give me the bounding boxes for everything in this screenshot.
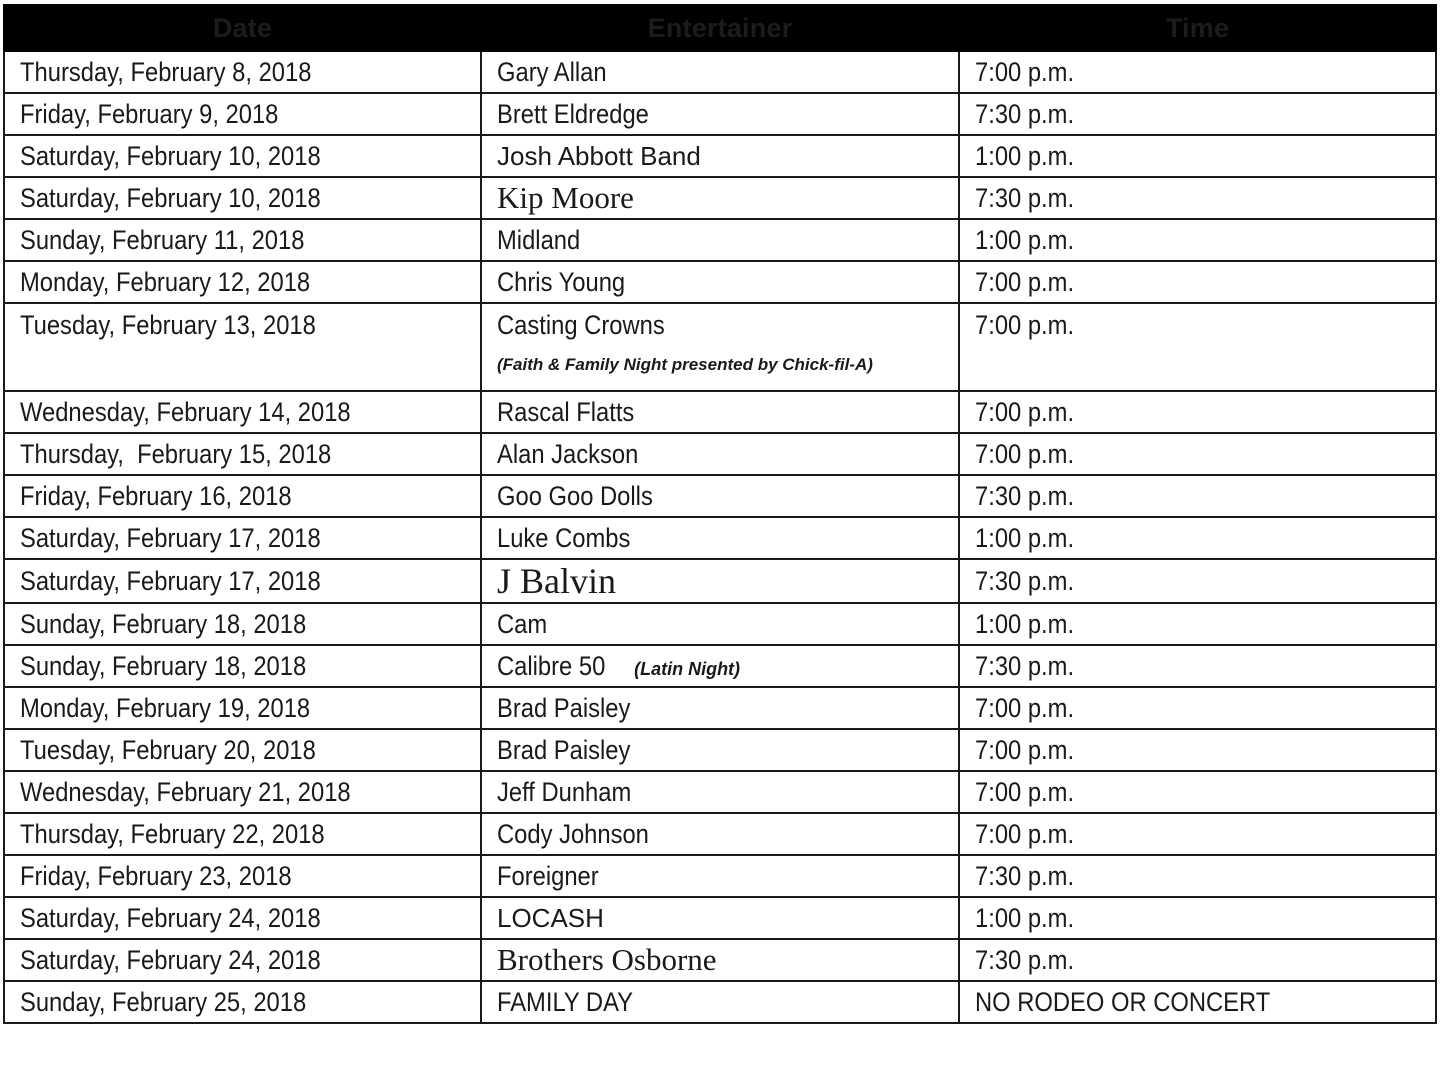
table-row (4, 813, 1436, 855)
time-cell: 1:00 p.m. (959, 517, 1436, 559)
schedule-table (3, 4, 1437, 1024)
date-cell: Saturday, February 17, 2018 (4, 559, 481, 603)
time-cell: 7:00 p.m. (959, 303, 1436, 391)
event-note: (Faith & Family Night presented by Chick-fil-A) (497, 355, 873, 374)
table-row (4, 559, 1436, 603)
time-cell: 7:30 p.m. (959, 93, 1436, 135)
date-cell: Friday, February 23, 2018 (4, 855, 481, 897)
table-row (4, 433, 1436, 475)
time-cell: 7:00 p.m. (959, 261, 1436, 303)
time-cell: 7:00 p.m. (959, 813, 1436, 855)
time-cell: 7:30 p.m. (959, 645, 1436, 687)
date-cell: Saturday, February 17, 2018 (4, 517, 481, 559)
entertainer-cell: Alan Jackson (481, 433, 959, 475)
entertainer-cell: Gary Allan (481, 51, 959, 93)
date-cell: Friday, February 16, 2018 (4, 475, 481, 517)
entertainer-cell: FAMILY DAY (481, 981, 959, 1023)
date-cell: Thursday, February 8, 2018 (4, 51, 481, 93)
table-row (4, 771, 1436, 813)
table-row (4, 729, 1436, 771)
entertainer-cell: Goo Goo Dolls (481, 475, 959, 517)
time-cell: 7:00 p.m. (959, 771, 1436, 813)
date-cell: Friday, February 9, 2018 (4, 93, 481, 135)
time-cell: 7:30 p.m. (959, 559, 1436, 603)
time-cell: 7:30 p.m. (959, 939, 1436, 981)
time-cell: 7:00 p.m. (959, 51, 1436, 93)
date-cell: Sunday, February 18, 2018 (4, 603, 481, 645)
table-row (4, 261, 1436, 303)
entertainer-cell: Brad Paisley (481, 729, 959, 771)
header-entertainer: Entertainer (481, 5, 959, 51)
date-cell: Sunday, February 25, 2018 (4, 981, 481, 1023)
entertainer-cell: Casting Crowns (Faith & Family Night presented by Chick-fil-A) (481, 303, 959, 391)
entertainer-cell: LOCASH (481, 897, 959, 939)
entertainer-cell: J Balvin (481, 559, 959, 603)
time-cell: 1:00 p.m. (959, 603, 1436, 645)
time-cell: 7:00 p.m. (959, 687, 1436, 729)
date-cell: Sunday, February 18, 2018 (4, 645, 481, 687)
time-cell: 7:30 p.m. (959, 475, 1436, 517)
table-row (4, 93, 1436, 135)
time-cell: 1:00 p.m. (959, 897, 1436, 939)
time-cell: 7:30 p.m. (959, 177, 1436, 219)
header-time: Time (959, 5, 1436, 51)
table-row (4, 897, 1436, 939)
entertainer-cell: Rascal Flatts (481, 391, 959, 433)
date-cell: Saturday, February 24, 2018 (4, 897, 481, 939)
date-cell: Monday, February 19, 2018 (4, 687, 481, 729)
entertainer-cell: Brothers Osborne (481, 939, 959, 981)
date-cell: Wednesday, February 21, 2018 (4, 771, 481, 813)
table-row (4, 645, 1436, 687)
table-row (4, 51, 1436, 93)
table-header (4, 5, 1436, 51)
entertainer-cell: Cody Johnson (481, 813, 959, 855)
entertainer-cell: Kip Moore (481, 177, 959, 219)
time-cell: 7:00 p.m. (959, 729, 1436, 771)
date-cell: Saturday, February 10, 2018 (4, 135, 481, 177)
table-row (4, 603, 1436, 645)
date-cell: Tuesday, February 20, 2018 (4, 729, 481, 771)
date-cell: Thursday, February 22, 2018 (4, 813, 481, 855)
date-cell: Saturday, February 24, 2018 (4, 939, 481, 981)
entertainer-cell: Josh Abbott Band (481, 135, 959, 177)
date-cell: Saturday, February 10, 2018 (4, 177, 481, 219)
entertainer-cell: Chris Young (481, 261, 959, 303)
table-row (4, 135, 1436, 177)
table-row (4, 219, 1436, 261)
table-row (4, 177, 1436, 219)
table-row (4, 517, 1436, 559)
time-cell: 7:00 p.m. (959, 391, 1436, 433)
entertainer-cell: Calibre 50 (Latin Night) (481, 645, 959, 687)
entertainer-cell: Luke Combs (481, 517, 959, 559)
entertainer-cell: Brett Eldredge (481, 93, 959, 135)
date-cell: Sunday, February 11, 2018 (4, 219, 481, 261)
table-row (4, 981, 1436, 1023)
entertainer-cell: Foreigner (481, 855, 959, 897)
header-row (4, 5, 1436, 51)
table-row (4, 303, 1436, 391)
entertainer-cell: Midland (481, 219, 959, 261)
table-row (4, 475, 1436, 517)
table-body (4, 51, 1436, 1023)
time-cell: 7:00 p.m. (959, 433, 1436, 475)
date-cell: Monday, February 12, 2018 (4, 261, 481, 303)
table-row (4, 855, 1436, 897)
time-cell: NO RODEO OR CONCERT (959, 981, 1436, 1023)
time-cell: 1:00 p.m. (959, 219, 1436, 261)
date-cell: Tuesday, February 13, 2018 (4, 303, 481, 391)
entertainer-cell: Jeff Dunham (481, 771, 959, 813)
time-cell: 7:30 p.m. (959, 855, 1436, 897)
time-cell: 1:00 p.m. (959, 135, 1436, 177)
header-date: Date (4, 5, 481, 51)
event-note: (Latin Night) (634, 658, 741, 679)
date-cell: Thursday, February 15, 2018 (4, 433, 481, 475)
table-row (4, 687, 1436, 729)
date-cell: Wednesday, February 14, 2018 (4, 391, 481, 433)
table-row (4, 391, 1436, 433)
table-row (4, 939, 1436, 981)
entertainer-cell: Cam (481, 603, 959, 645)
entertainer-cell: Brad Paisley (481, 687, 959, 729)
